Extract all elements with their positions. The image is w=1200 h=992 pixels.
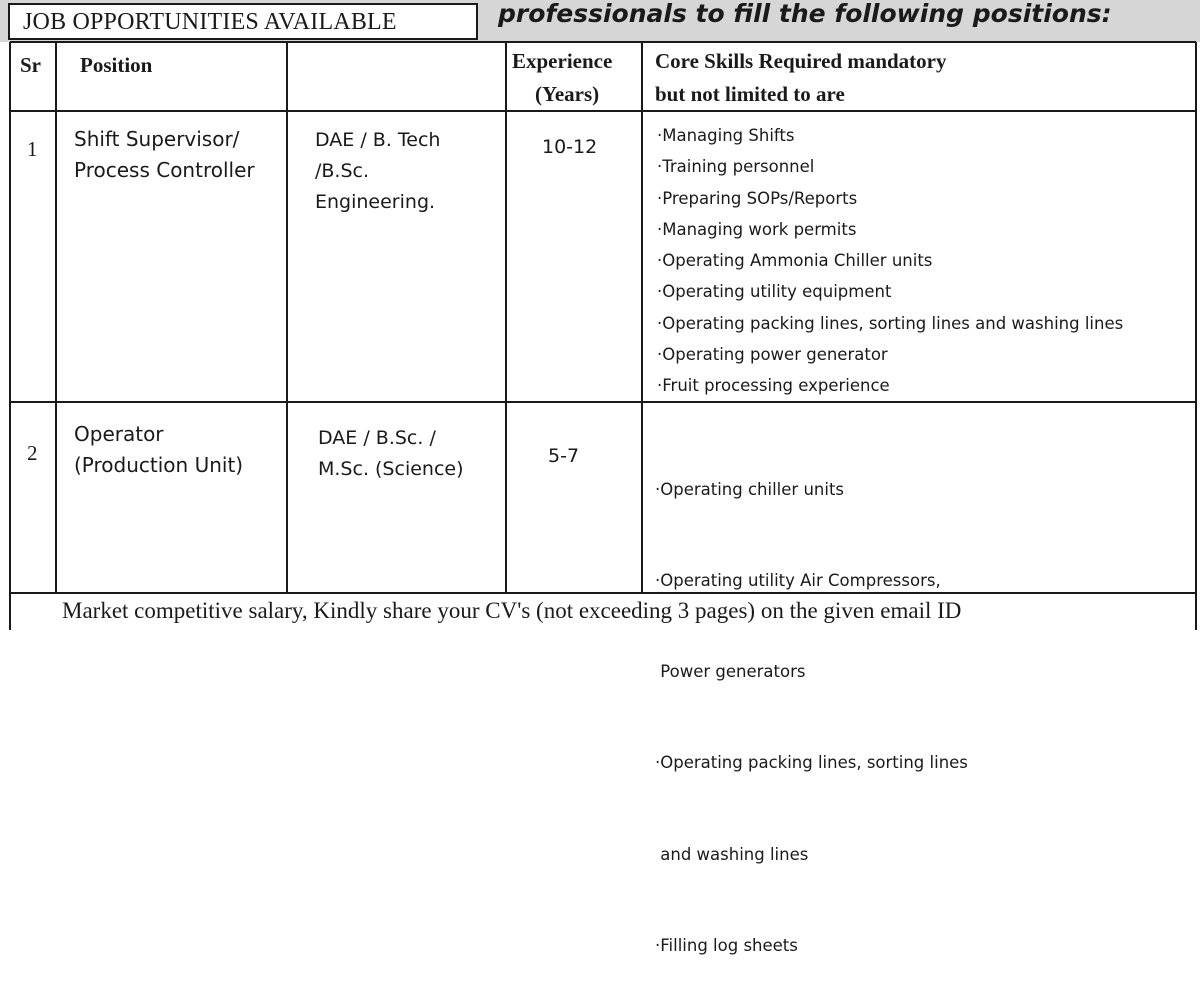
banner-title-box	[8, 3, 478, 40]
skill-item: Power generators	[655, 662, 806, 682]
row2-qualification	[318, 423, 464, 485]
row1-qualification-line3: Engineering.	[315, 191, 436, 213]
row1-skills-list	[657, 120, 1123, 402]
skill-item: ·Operating chiller units	[655, 479, 845, 499]
skill-item: ·Operating utility equipment	[657, 282, 892, 302]
footer-note: Market competitive salary, Kindly share your CV's (not exceeding 3 pages) on the given email ID	[62, 598, 962, 623]
skill-item: ·Fruit processing experience	[657, 376, 890, 396]
skill-item: ·Operating power generator	[657, 345, 888, 365]
row1-qualification	[315, 125, 440, 218]
header-skills-line2: but not limited to are	[655, 82, 845, 106]
banner	[0, 0, 1200, 42]
skill-item: and washing lines	[655, 844, 809, 864]
header-experience-line1: Experience	[512, 49, 613, 73]
row2-sr: 2	[27, 441, 38, 465]
banner-title: JOB OPPORTUNITIES AVAILABLE	[23, 9, 397, 35]
header-sr: Sr	[20, 53, 41, 77]
row2-qualification-line2: M.Sc. (Science)	[318, 458, 464, 480]
row2-qualification-line1: DAE / B.Sc. /	[318, 427, 436, 449]
row2-position	[74, 419, 243, 481]
row1-position-line1: Shift Supervisor/	[74, 127, 240, 151]
row2-experience: 5-7	[548, 445, 580, 467]
row1-qualification-line1: DAE / B. Tech	[315, 129, 441, 151]
row1-position-line2: Process Controller	[74, 158, 255, 182]
skill-item: ·Training personnel	[657, 157, 815, 177]
row1-qualification-line2: /B.Sc.	[315, 160, 370, 182]
row1-sr: 1	[27, 137, 38, 161]
skill-item: ·Filling log sheets	[655, 935, 798, 955]
skill-item: ·Preparing SOPs/Reports	[657, 188, 858, 208]
row1-experience: 10-12	[542, 136, 598, 158]
row1-position	[74, 124, 255, 186]
header-skills-line1: Core Skills Required mandatory	[655, 49, 947, 73]
skill-item: ·Managing Shifts	[657, 126, 795, 145]
row2-position-line2: (Production Unit)	[74, 453, 244, 477]
skill-item: ·Operating utility Air Compressors,	[655, 571, 941, 591]
row2-skills-list	[655, 414, 968, 992]
banner-subtitle: professionals to fill the following positions:	[498, 0, 1112, 28]
skill-item: ·Managing work permits	[657, 219, 857, 239]
skill-item: ·Operating packing lines, sorting lines and washing lines	[657, 313, 1124, 333]
header-experience-line2: (Years)	[535, 82, 600, 106]
skill-item: ·Operating Ammonia Chiller units	[657, 251, 933, 271]
skill-item: ·Operating packing lines, sorting lines	[655, 753, 968, 773]
row2-position-line1: Operator	[74, 422, 164, 446]
header-position: Position	[80, 53, 153, 77]
